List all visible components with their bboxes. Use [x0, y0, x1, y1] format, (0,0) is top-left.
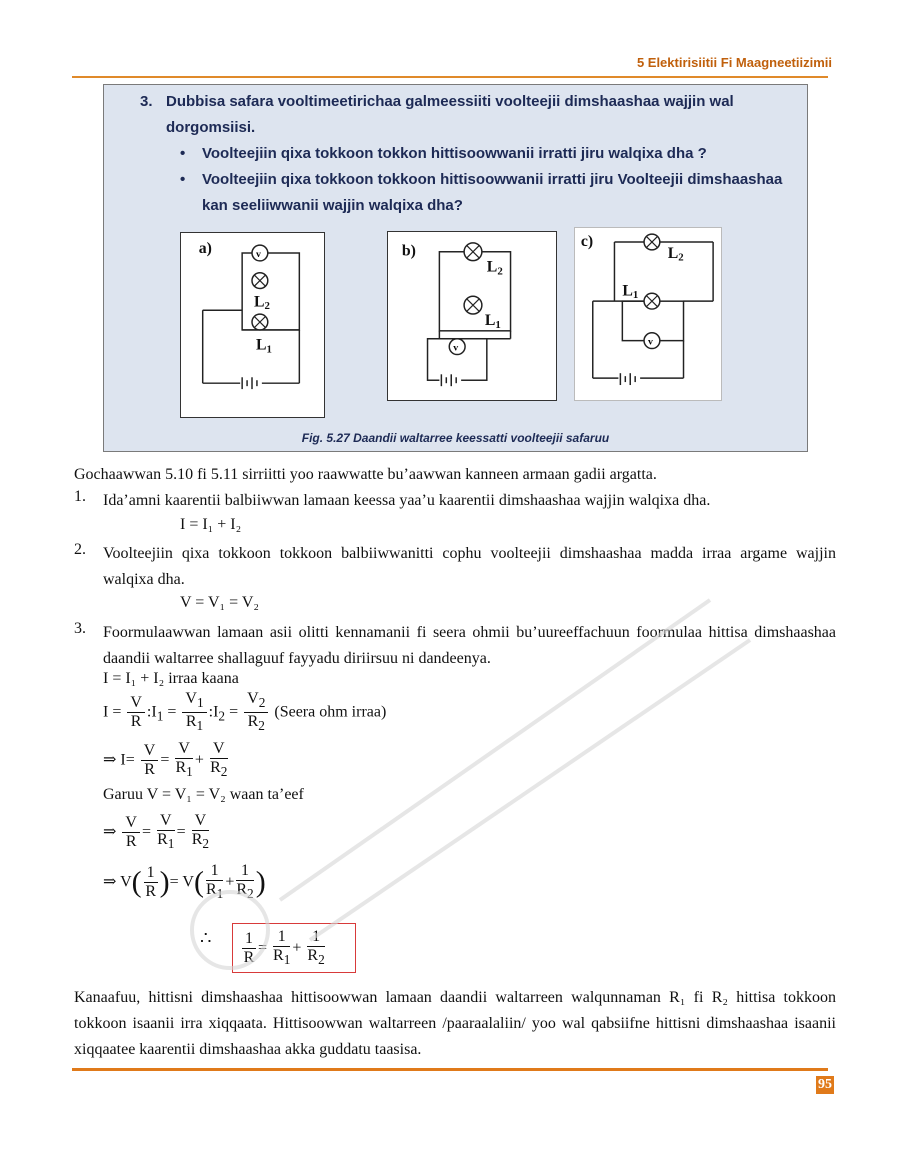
equation-voltage: V = V₁ = V₂ [180, 594, 259, 611]
svg-text:L2: L2 [486, 258, 503, 278]
page-header [0, 0, 900, 80]
panel-label-c: c) [580, 232, 594, 250]
svg-text:L2: L2 [253, 293, 270, 313]
intro-paragraph: Gochaawwan 5.10 fi 5.11 sirriitti yoo raawwatte bu’aawwan kanneen armaan gadii argatta. [74, 466, 657, 483]
svg-text:v: v [453, 342, 459, 354]
equation-ratio: ⇒ $\frac{V}{R}$ = $\frac{V}{R_1}$ = $\frac{V}{R_2}$ [103, 812, 210, 852]
therefore-symbol: ∴ [200, 928, 212, 948]
question-number: 3. [140, 93, 153, 110]
list-item: Ida’amni kaarentii balbiiwwan lamaan keessa yaa’u kaarentii dimshaashaa wajjin walqixa dha. [103, 492, 711, 509]
panel-label-a: a) [198, 240, 212, 258]
bullet-icon: • [180, 145, 186, 162]
equation-result: $\frac{1}{R}$ = $\frac{1}{R_1}$ + $\frac{1}{R_2}$ [243, 928, 325, 968]
list-number: 1. [74, 488, 86, 505]
equation-ohm: I = $\frac{V}{R}$ $:I_1$ = $\frac{V_1}{R_1}$ $:I_2$ = $\frac{V_2}{R_2}$ (Seera ohm irraa) [103, 690, 387, 734]
svg-text:L1: L1 [622, 282, 639, 302]
question-text: Dubbisa safara vooltimeetirichaa galmeessiiti voolteejii dimshaashaa wajjin wal dorgomsiisi. [166, 93, 734, 136]
circuit-diagram-b [387, 231, 557, 401]
list-item: Voolteejiin qixa tokkoon tokkoon balbiiwwanitti cophu voolteejii dimshaashaa madda irraa argame wajjin walqixa dha. [103, 545, 836, 588]
conclusion-paragraph: Kanaafuu, hittisni dimshaashaa hittisoowwan lamaan daandii waltarreen walqunnaman R₁ fi R₂ hittisa tokkoon tokkoon isaanii irra xiqqaata. Hittisoowwan waltarreen /paaraalaliin/ yoo wal qabsiifne hittisni dimshaashaa isaanii xiqqaatee kaarentii dimshaashaa akka guddatu taasisa. [74, 989, 836, 1058]
svg-text:v: v [648, 336, 653, 348]
header-rule [72, 76, 828, 78]
svg-text:L1: L1 [255, 336, 272, 356]
equation-factored: ⇒ V( $\frac{1}{R}$ )= V( $\frac{1}{R_1}$ + $\frac{1}{R_2}$ ) [103, 862, 266, 902]
page-number: 95 [818, 1077, 832, 1092]
bullet-icon: • [180, 171, 186, 188]
ohm-note: (Seera ohm irraa) [274, 703, 387, 721]
equation-current-origin: I = I₁ + I₂ irraa kaana [103, 670, 239, 687]
circuit-diagram-a [180, 232, 325, 418]
equation-current: I = I₁ + I₂ [180, 516, 242, 533]
given-statement: Garuu V = V₁ = V₂ waan ta’eef [103, 786, 304, 803]
svg-text:L2: L2 [667, 244, 684, 264]
svg-text:L1: L1 [484, 311, 501, 331]
list-number: 2. [74, 541, 86, 558]
footer-rule [72, 1068, 828, 1071]
circuit-diagram-c [574, 227, 722, 401]
bullet-text: Voolteejiin qixa tokkoon tokkon hittisoowwanii irratti jiru walqixa dha ? [202, 145, 707, 162]
chapter-title: 5 Elektirisiitii Fi Maagneetiizimii [636, 55, 832, 70]
list-item: Foormulaawwan lamaan asii olitti kennamanii fi seera ohmii bu’uureeffachuun foormulaa hittisa dimshaashaa daandii waltarree shallaguuf fayyadu diriirsuu ni dandeenya. [103, 624, 836, 667]
activity-box [103, 84, 808, 452]
panel-label-b: b) [401, 242, 416, 260]
bullet-text: Voolteejiin qixa tokkoon tokkoon hittisoowwanii irratti jiru Voolteejii dimshaashaa kan seeliiwwanii wajjin walqixa dha? [202, 171, 783, 214]
equation-sum: ⇒ I= $\frac{V}{R}$ = $\frac{V}{R_1}$ + $\frac{V}{R_2}$ [103, 740, 228, 780]
figure-caption: Fig. 5.27 Daandii waltarree keessatti voolteejii safaruu [301, 431, 610, 445]
voltmeter-label: v [255, 248, 261, 260]
list-number: 3. [74, 620, 86, 637]
